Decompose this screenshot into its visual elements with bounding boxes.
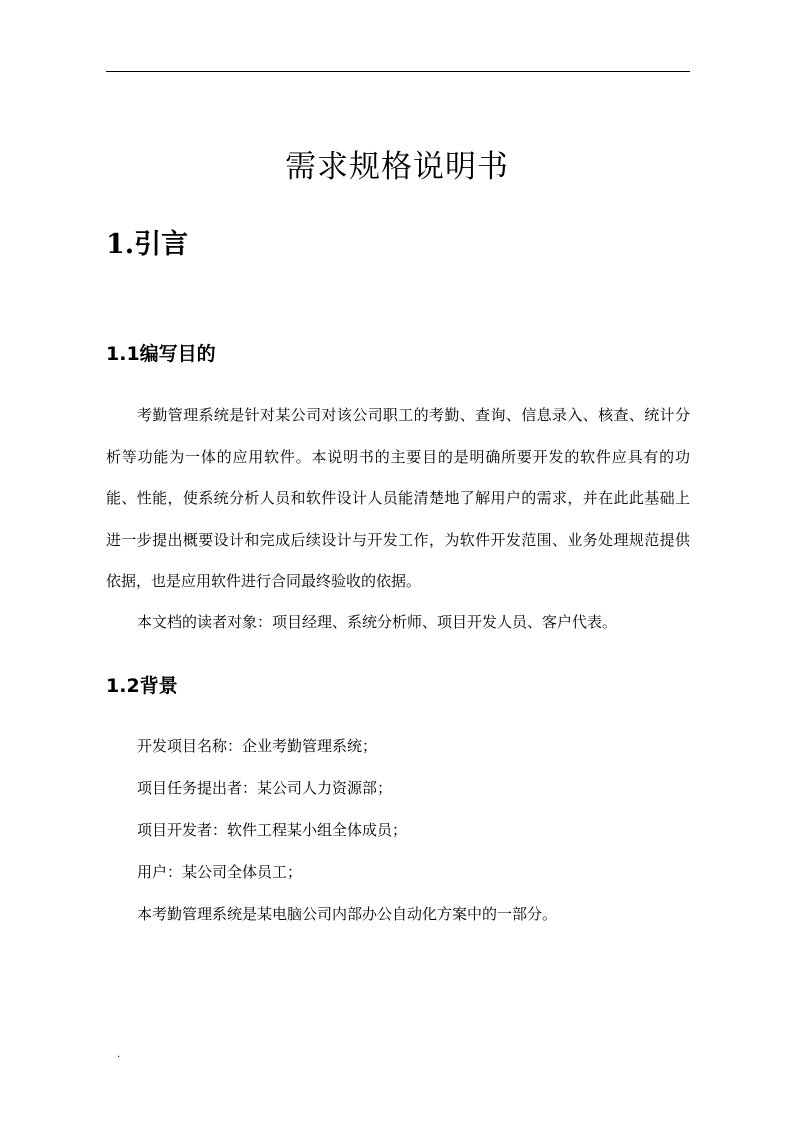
audience-paragraph: 本文档的读者对象：项目经理、系统分析师、项目开发人员、客户代表。 bbox=[137, 613, 618, 631]
background-line-developer: 项目开发者：软件工程某小组全体成员； bbox=[137, 821, 408, 839]
subsection-heading-background: 1.2背景 bbox=[106, 675, 178, 697]
footer-mark: . bbox=[117, 1049, 121, 1060]
background-line-users: 用户：某公司全体员工； bbox=[137, 863, 303, 881]
background-line-scope: 本考勤管理系统是某电脑公司内部办公自动化方案中的一部分。 bbox=[137, 905, 558, 923]
document-title: 需求规格说明书 bbox=[285, 149, 509, 185]
section-heading-introduction: 1.引言 bbox=[106, 229, 189, 260]
subsection-heading-purpose: 1.1编写目的 bbox=[106, 343, 216, 365]
background-line-project-name: 开发项目名称：企业考勤管理系统； bbox=[137, 737, 378, 755]
purpose-paragraph: 考勤管理系统是针对某公司对该公司职工的考勤、查询、信息录入、核查、统计分析等功能为一体的应用软件。本说明书的主要目的是明确所要开发的软件应具有的功能、性能，使系统分析人员和软件设计人员能清楚地了解用户的需求，并在此此基础上进一步提出概要设计和完成后续设计与开发工作，为软件开发范围、业务处理规范提供依据，也是应用软件进行合同最终验收的依据。 bbox=[106, 406, 690, 590]
background-line-proposer: 项目任务提出者：某公司人力资源部； bbox=[137, 779, 393, 797]
header-rule bbox=[106, 71, 690, 72]
